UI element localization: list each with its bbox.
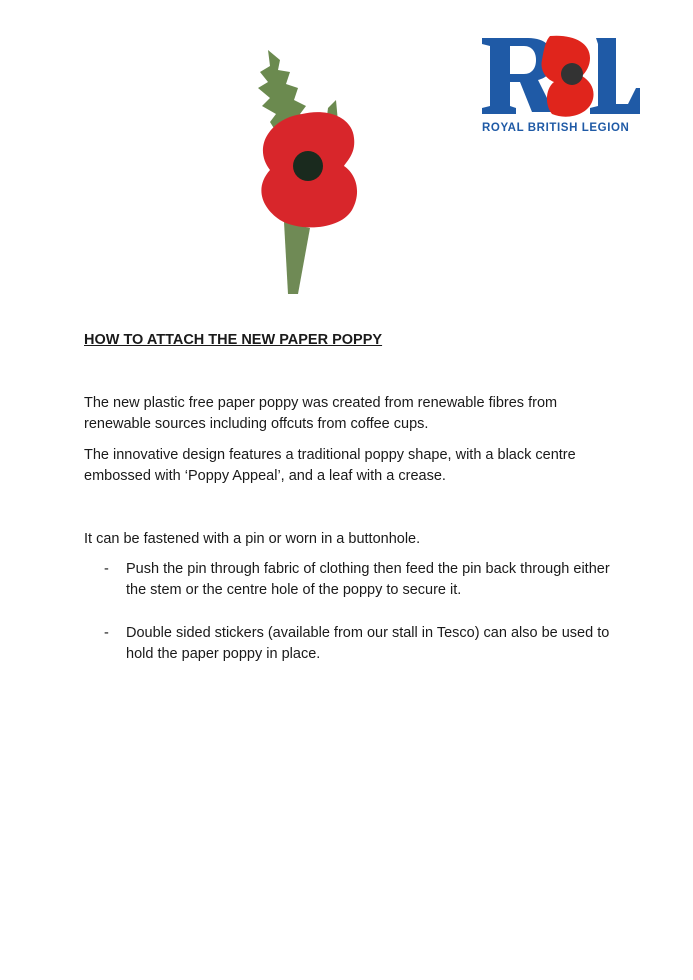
rbl-logo-mark [480, 34, 640, 118]
logo-poppy-centre [561, 63, 583, 85]
rbl-logo [480, 34, 640, 138]
bullet-text: Push the pin through fabric of clothing then feed the pin back through either the stem or the centre hole of the poppy to secure it. [126, 561, 610, 598]
paper-poppy-image [240, 42, 370, 302]
page-heading: HOW TO ATTACH THE NEW PAPER POPPY [84, 332, 383, 348]
paragraph-fastening: It can be fastened with a pin or worn in a buttonhole. [84, 531, 421, 547]
bullet-text: Double sided stickers (available from our stall in Tesco) can also be used to hold the paper poppy in place. [126, 625, 610, 662]
poppy-stem [284, 222, 310, 294]
logo-letter-l [590, 38, 640, 114]
paragraph-design: The innovative design features a traditional poppy shape, with a black centre embossed with ‘Poppy Appeal’, and a leaf with a crease. [84, 447, 576, 484]
poppy-centre [293, 151, 323, 181]
logo-caption: ROYAL BRITISH LEGION [482, 122, 630, 134]
bullet-dash: - [104, 561, 109, 577]
bullet-dash: - [104, 625, 109, 641]
logo-letter-r [482, 38, 554, 114]
paragraph-materials: The new plastic free paper poppy was created from renewable fibres from renewable sources including offcuts from coffee cups. [84, 395, 558, 432]
